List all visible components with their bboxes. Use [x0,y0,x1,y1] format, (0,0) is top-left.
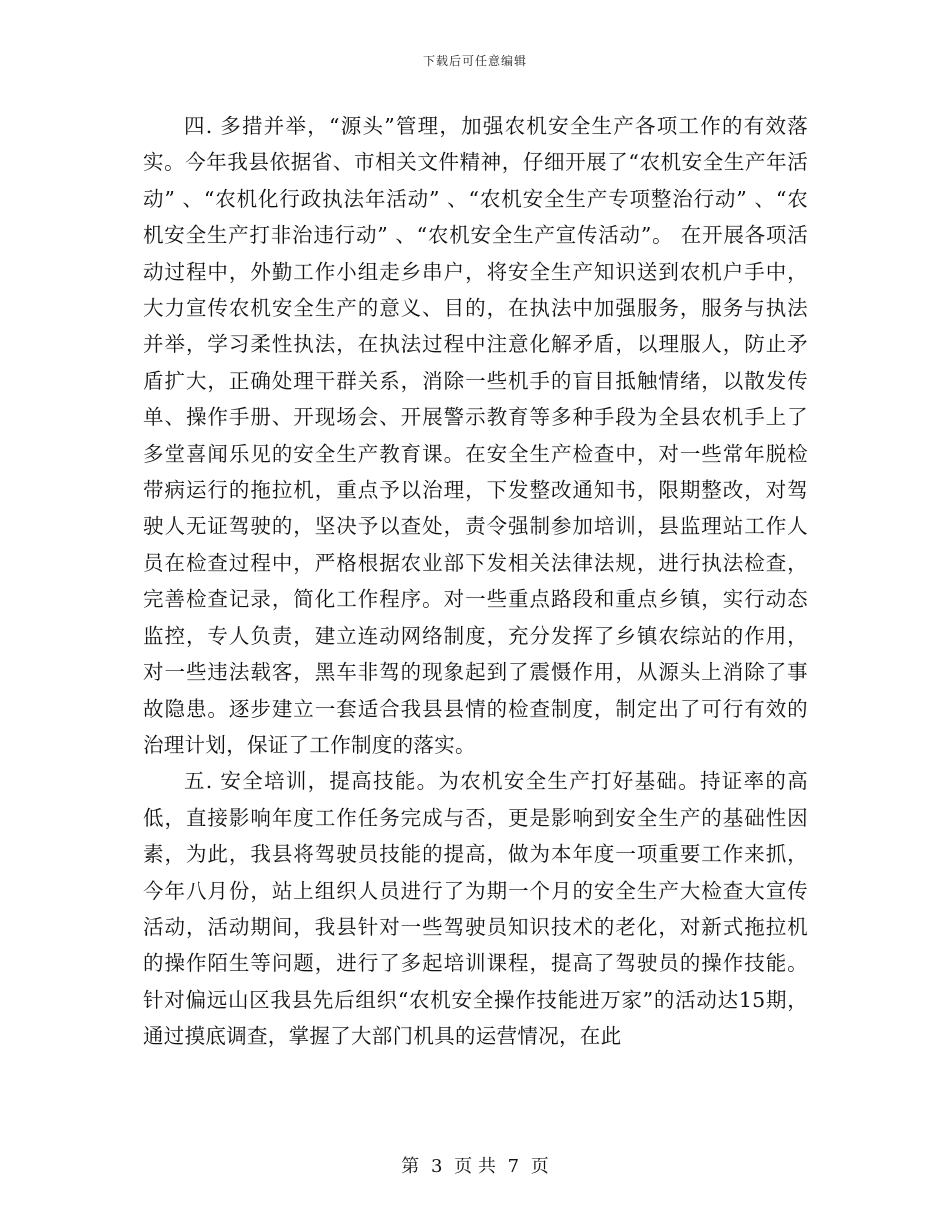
header-note: 下载后可任意编辑 [422,54,527,68]
paragraph-5: 五. 安全培训，提高技能。为农机安全生产打好基础。持证率的高低，直接影响年度工作任务完成与否，更是影响到安全生产的基础性因素，为此，我县将驾驶员技能的提高，做为本年度一项重要工作来抓，今年八月份，站上组织人员进行了为期一个月的安全生产大检查大宣传活动，活动期间，我县针对一些驾驶员知识技术的老化，对新式拖拉机的操作陌生等问题，进行了多起培训课程，提高了驾驶员的操作技能。针对偏远山区我县先后组织“农机安全操作技能进万家”的活动达15期，通过摸底调查，掌握了大部门机具的运营情况，在此 [143,769,808,1049]
page-prefix: 第 [401,1156,420,1177]
page-header [0,52,950,69]
page-footer [0,1152,950,1178]
paragraph-4: 四. 多措并举，“源头”管理，加强农机安全生产各项工作的有效落实。今年我县依据省、市相关文件精神，仔细开展了“农机安全生产年活动” 、“农机化行政执法年活动” 、“农机安全生产专项整治行动” 、“农机安全生产打非治违行动” 、“农机安全生产宣传活动”。 在开展各项活动过程中，外勤工作小组走乡串户，将安全生产知识送到农机户手中，大力宣传农机安全生产的意义、目的，在执法中加强服务，服务与执法并举，学习柔性执法，在执法过程中注意化解矛盾，以理服人，防止矛盾扩大，正确处理干群关系，消除一些机手的盲目抵触情绪，以散发传单、操作手册、开现场会、开展警示教育等多种手段为全县农机手上了多堂喜闻乐见的安全生产教育课。在安全生产检查中，对一些常年脱检带病运行的拖拉机，重点予以治理，下发整改通知书，限期整改，对驾驶人无证驾驶的，坚决予以查处，责令强制参加培训，县监理站工作人员在检查过程中，严格根据农业部下发相关法律法规，进行执法检查，完善检查记录，简化工作程序。对一些重点路段和重点乡镇，实行动态监控，专人负责，建立连动网络制度，充分发挥了乡镇农综站的作用，对一些违法载客，黑车非驾的现象起到了震慑作用，从源头上消除了事故隐患。逐步建立一套适合我县县情的检查制度，制定出了可行有效的治理计划，保证了工作制度的落实。 [143,114,808,757]
page-total: 7 [507,1156,520,1177]
page-suffix: 页 [530,1156,549,1177]
document-body [143,108,808,1055]
page-number: 3 [430,1156,443,1177]
page-mid: 页 共 [454,1156,496,1177]
